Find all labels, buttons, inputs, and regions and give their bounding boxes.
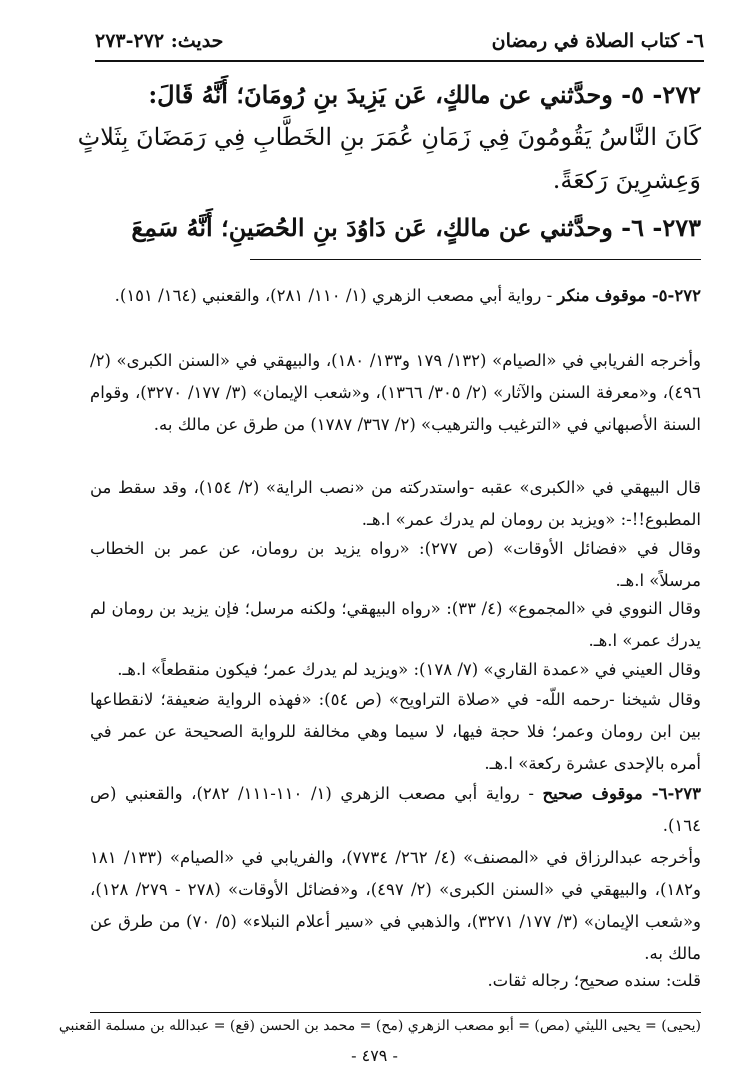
note-paragraph <box>90 654 701 686</box>
note-paragraph <box>90 593 701 657</box>
hadith-272-line-3: وَعِشرِينَ رَكعَةً. <box>552 166 701 194</box>
note-text: وقال العيني في «عمدة القاري» (٧/ ١٧٨): «ويزيد لم يدرك عمر؛ فيكون منقطعاً» ا.هـ. <box>117 660 701 679</box>
page-number: - ٤٧٩ - <box>351 1046 398 1065</box>
hadith-range: حديث: ٢٧٢-٢٧٣ <box>95 30 224 52</box>
notes-separator <box>250 259 701 260</box>
note-paragraph <box>90 472 701 536</box>
note-text: وقال في «فضائل الأوقات» (ص ٢٧٧): «رواه يزيد بن رومان، عن عمر بن الخطاب مرسلاً» ا.هـ. <box>90 539 701 590</box>
legend-separator <box>90 1012 701 1013</box>
note-text: وأخرجه عبدالرزاق في «المصنف» (٤/ ٢٦٢/ ٧٧٣٤)، والفريابي في «الصيام» (١٣٣/ ١٨١ و١٨٢)، والبيهقي في «السنن الكبرى» (٢/ ٤٩٧)، و«فضائل الأوقات» (٢٧٨ - ٢٧٩/ ١٢٨)، و«شعب الإيمان» (٣/ ١٧٧/ ٣٢٧١)، والذهبي في «سير أعلام النبلاء» (٥/ ٧٠) من طرق عن مالك به. <box>90 848 702 963</box>
note-paragraph <box>90 778 701 842</box>
header-rule <box>95 60 704 62</box>
note-text: قلت: سنده صحيح؛ رجاله ثقات. <box>487 971 701 990</box>
abbreviation-legend: (يحيى) = يحيى الليثي (مص) = أبو مصعب الزهري (مح) = محمد بن الحسن (قع) = عبدالله بن مسلمة القعنبي <box>58 1018 701 1034</box>
note-paragraph <box>90 533 701 597</box>
note-text: وقال النووي في «المجموع» (٤/ ٣٣): «رواه البيهقي؛ ولكنه مرسل؛ فإن يزيد بن رومان لم يدرك عمر» ا.هـ. <box>90 599 701 650</box>
note-text: قال البيهقي في «الكبرى» عقبه -واستدركته من «نصب الراية» (٢/ ١٥٤)، وقد سقط من المطبوع!!-: «ويزيد بن رومان لم يدرك عمر» ا.هـ. <box>90 478 701 529</box>
note-paragraph <box>90 280 701 312</box>
note-text: وأخرجه الفريابي في «الصيام» (١٣٢/ ١٧٩ و١٣٣/ ١٨٠)، والبيهقي في «السنن الكبرى» (٢/ ٤٩٦)، و«معرفة السنن والآثار» (٢/ ٣٠٥/ ١٣٦٦)، و«شعب الإيمان» (٣/ ١٧٧/ ٣٢٧٠)، وقوام السنة الأصبهاني في «الترغيب والترهيب» (٢/ ٣٦٧/ ١٧٨٧) من طرق عن مالك به. <box>90 351 701 434</box>
note-text: وقال شيخنا -رحمه اللّه- في «صلاة التراويح» (ص ٥٤): «فهذه الرواية ضعيفة؛ لانقطاعها بين ابن رومان وعمر؛ فلا حجة فيها، لا سيما وهي مخالفة للرواية الصحيحة عن عمر في أمره بالإحدى عشرة ركعة» ا.هـ. <box>90 690 702 773</box>
chapter-title: ٦- كتاب الصلاة في رمضان <box>491 30 704 52</box>
hadith-272-line-1: ٢٧٢- ٥- وحدَّثني عن مالكٍ، عَن يَزِيدَ بنِ رُومَانَ؛ أَنَّهُ قَالَ: <box>148 80 701 109</box>
note-paragraph <box>90 965 701 997</box>
note-paragraph <box>90 345 701 441</box>
note-heading: ٢٧٣-٦- موقوف صحيح <box>542 784 701 803</box>
hadith-273-line-1: ٢٧٣- ٦- وحدَّثني عن مالكٍ، عَن دَاوُدَ بنِ الحُصَينِ؛ أَنَّهُ سَمِعَ <box>131 213 701 242</box>
note-paragraph <box>90 684 701 780</box>
note-paragraph <box>90 842 701 970</box>
note-text: - رواية أبي مصعب الزهري (١/ ١١٠-١١١/ ٢٨٢)، والقعنبي (ص ١٦٤). <box>90 784 701 835</box>
running-header <box>95 26 704 56</box>
note-heading: ٢٧٢-٥- موقوف منكر <box>557 286 701 305</box>
note-text: - رواية أبي مصعب الزهري (١/ ١١٠/ ٢٨١)، والقعنبي (١٦٤/ ١٥١). <box>114 286 558 305</box>
hadith-272-line-2: كَانَ النَّاسُ يَقُومُونَ فِي زَمَانِ عُمَرَ بنِ الخَطَّابِ فِي رَمَضَانَ بِثَلاثٍ <box>77 123 701 151</box>
